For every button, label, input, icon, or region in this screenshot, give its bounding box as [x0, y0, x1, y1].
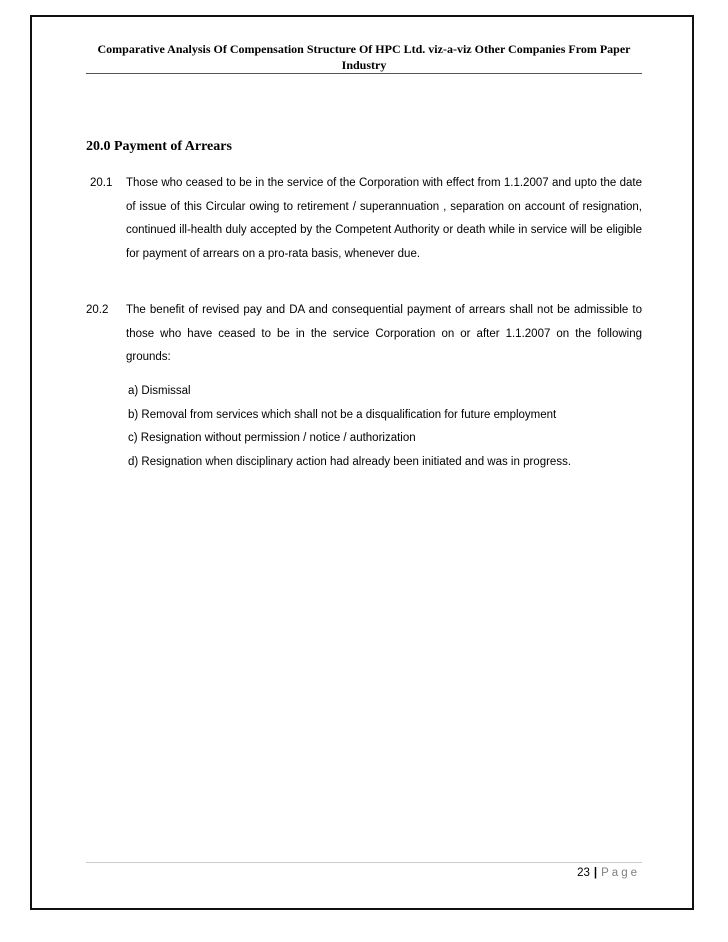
clause-text: Those who ceased to be in the service of the Corporation with effect from 1.1.2007 and upto the date of issue of this Circular owing to retirement / superannuation , separation on account of resignation, continued ill-health duly accepted by the Competent Authority or death while in service will be eligible for payment of arrears on a pro-rata basis, whenever due.: [126, 177, 642, 260]
grounds-list: [128, 380, 642, 474]
clause-number: 20.2: [86, 304, 109, 316]
clause-20-1: [86, 172, 642, 292]
clause-number: 20.1: [90, 177, 113, 189]
list-item: c) Resignation without permission / notice / authorization: [128, 432, 416, 444]
header-divider: [86, 73, 642, 74]
list-item: b) Removal from services which shall not be a disqualification for future employment: [128, 408, 557, 421]
section-heading: 20.0 Payment of Arrears: [86, 139, 232, 154]
clause-20-2: [86, 299, 642, 371]
document-header: Comparative Analysis Of Compensation Structure Of HPC Ltd. viz-a-viz Other Companies From Paper Industry: [97, 42, 631, 72]
footer-separator: |: [593, 867, 598, 879]
clause-text: The benefit of revised pay and DA and consequential payment of arrears shall not be admissible to those who have ceased to be in the service Corporation on or after 1.1.2007 on the following grounds:: [126, 304, 642, 363]
list-item: a) Dismissal: [128, 385, 191, 397]
list-item: d) Resignation when disciplinary action had already been initiated and was in progress.: [128, 455, 572, 468]
page-footer: [577, 867, 640, 879]
page-number: 23: [577, 867, 590, 879]
footer-divider: [86, 862, 642, 863]
page-label: Page: [601, 867, 640, 879]
